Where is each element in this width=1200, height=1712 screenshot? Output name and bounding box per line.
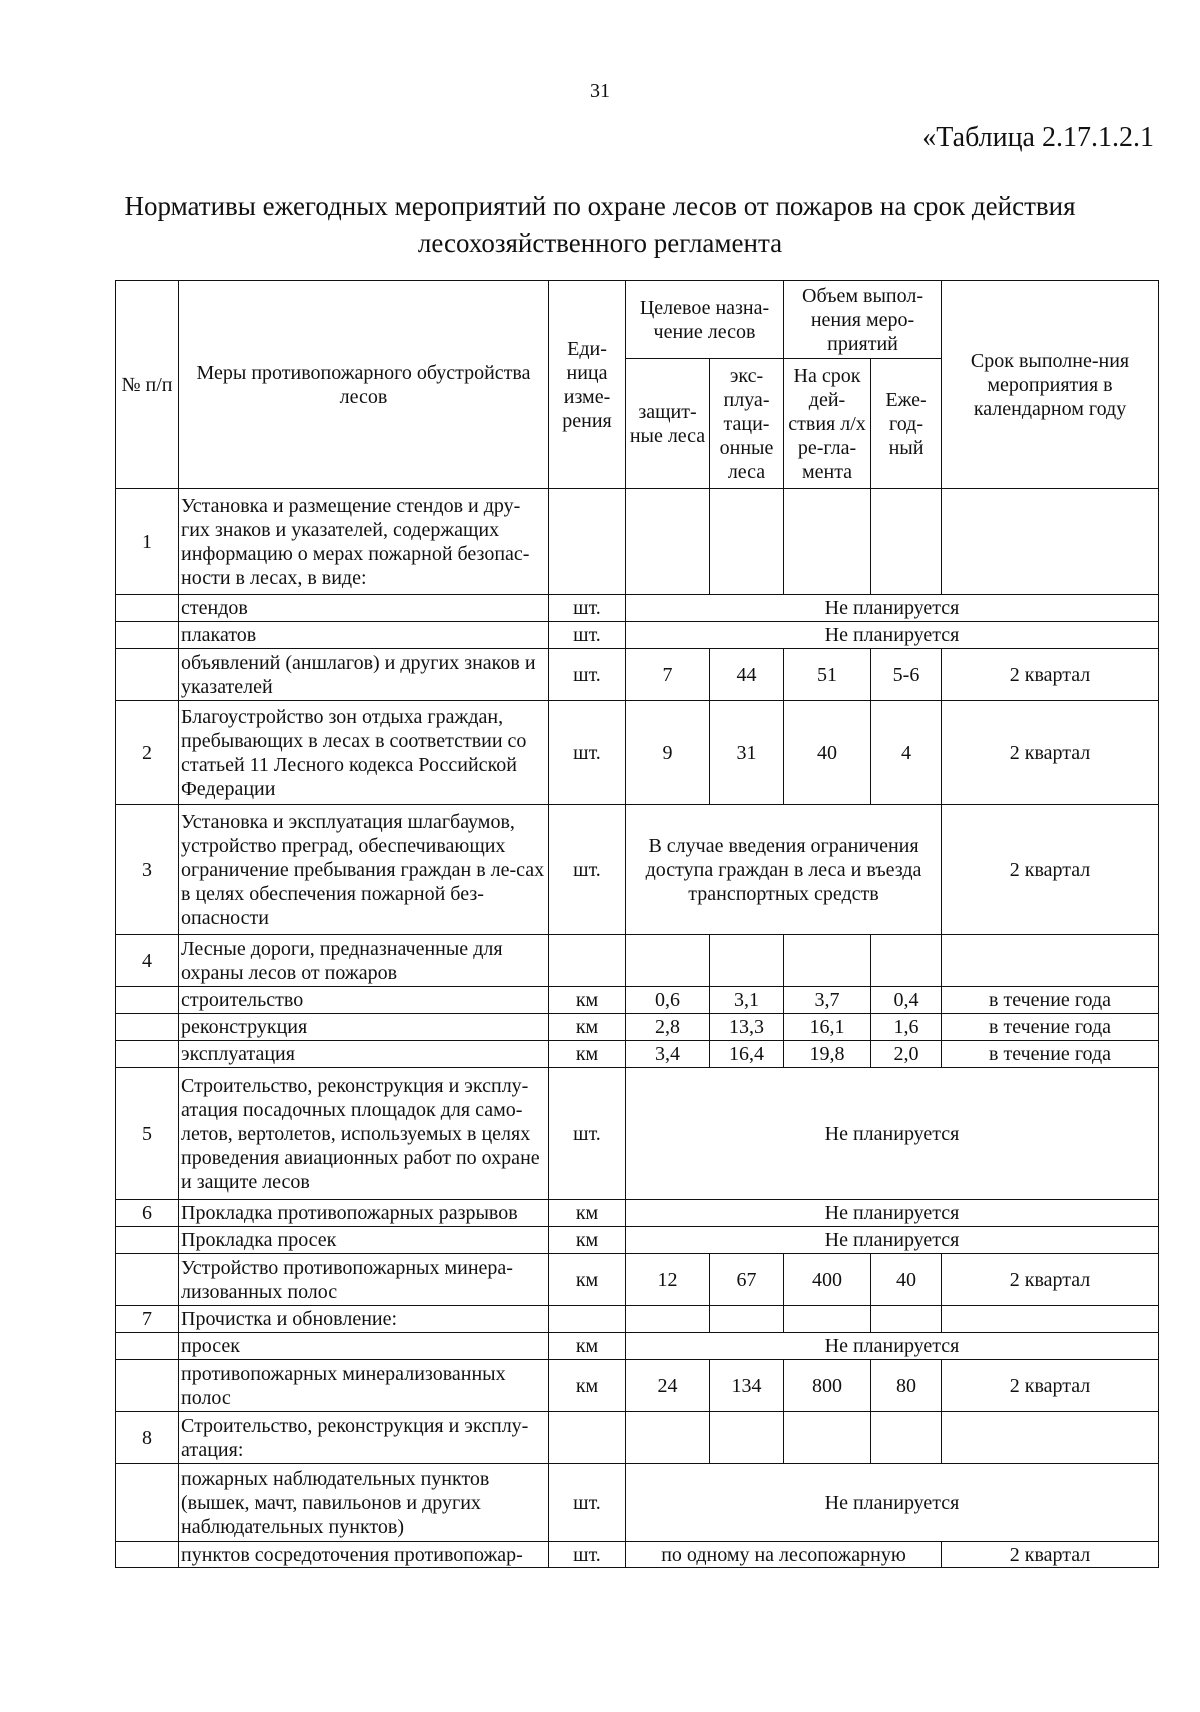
- row-note: В случае введения ограничения доступа граждан в леса и въезда транспортных средств: [626, 805, 942, 935]
- row-exploitation: 134: [710, 1360, 784, 1412]
- row-name: стендов: [179, 595, 549, 622]
- row-term-total: 19,8: [784, 1041, 871, 1068]
- table-row: [116, 1542, 1159, 1568]
- row-protective: 0,6: [626, 987, 710, 1014]
- row-annual: 1,6: [871, 1014, 942, 1041]
- row-note: Не планируется: [626, 1068, 1159, 1200]
- table-row: [116, 489, 1159, 595]
- table-row: [116, 1200, 1159, 1227]
- row-name: пожарных наблюдательных пунктов (вышек, мачт, павильонов и других наблюдательных пунктов): [179, 1464, 549, 1542]
- row-name: противопожарных минерализованных полос: [179, 1360, 549, 1412]
- row-name: Лесные дороги, предназначенные для охраны лесов от пожаров: [179, 935, 549, 987]
- row-unit: шт.: [549, 649, 626, 701]
- header-protective: защит-ные леса: [626, 359, 710, 489]
- row-deadline: 2 квартал: [942, 1360, 1159, 1412]
- row-protective: 9: [626, 701, 710, 805]
- table-row: [116, 1464, 1159, 1542]
- row-exploitation: 44: [710, 649, 784, 701]
- row-term-total: 800: [784, 1360, 871, 1412]
- row-name: Прочистка и обновление:: [179, 1306, 549, 1333]
- row-unit: км: [549, 1041, 626, 1068]
- row-name: Строительство, реконструкция и эксплу-атация посадочных площадок для само-летов, вертолетов, используемых в целях проведения авиационных работ по охране и защите лесов: [179, 1068, 549, 1200]
- row-note: Не планируется: [626, 1333, 1159, 1360]
- row-num: 7: [116, 1306, 179, 1333]
- row-unit: км: [549, 1200, 626, 1227]
- row-unit: шт.: [549, 595, 626, 622]
- row-protective: 7: [626, 649, 710, 701]
- row-annual: 0,4: [871, 987, 942, 1014]
- table-row: [116, 1254, 1159, 1306]
- table-row: [116, 1068, 1159, 1200]
- row-unit: шт.: [549, 622, 626, 649]
- row-deadline: 2 квартал: [942, 649, 1159, 701]
- row-exploitation: 31: [710, 701, 784, 805]
- row-name: просек: [179, 1333, 549, 1360]
- row-exploitation: 67: [710, 1254, 784, 1306]
- row-name: реконструкция: [179, 1014, 549, 1041]
- row-name: Установка и эксплуатация шлагбаумов, устройство преград, обеспечивающих ограничение пребывания граждан в ле-сах в целях обеспечения пожарной без-опасности: [179, 805, 549, 935]
- table-row: [116, 935, 1159, 987]
- header-volume: Объем выпол-нения меро-приятий: [784, 281, 942, 359]
- row-name: пунктов сосредоточения противопожар-: [179, 1542, 549, 1568]
- row-deadline: в течение года: [942, 1041, 1159, 1068]
- row-unit: км: [549, 987, 626, 1014]
- row-num: 5: [116, 1068, 179, 1200]
- row-name: Устройство противопожарных минера-лизованных полос: [179, 1254, 549, 1306]
- row-name: Прокладка противопожарных разрывов: [179, 1200, 549, 1227]
- row-exploitation: 3,1: [710, 987, 784, 1014]
- table-row: [116, 595, 1159, 622]
- header-purpose: Целевое назна-чение лесов: [626, 281, 784, 359]
- row-num: 6: [116, 1200, 179, 1227]
- table-row: [116, 1360, 1159, 1412]
- row-term-total: 51: [784, 649, 871, 701]
- row-term-total: 40: [784, 701, 871, 805]
- table-row: [116, 622, 1159, 649]
- document-title: [60, 188, 1140, 262]
- header-measures: Меры противопожарного обустройства лесов: [179, 281, 549, 489]
- row-num: 3: [116, 805, 179, 935]
- title-line-1: Нормативы ежегодных мероприятий по охране лесов от пожаров на срок действия: [124, 191, 1076, 221]
- row-note: Не планируется: [626, 595, 1159, 622]
- table-row: [116, 805, 1159, 935]
- row-name: эксплуатация: [179, 1041, 549, 1068]
- row-unit: шт.: [549, 1464, 626, 1542]
- row-name: плакатов: [179, 622, 549, 649]
- row-name: Установка и размещение стендов и дру-гих знаков и указателей, содержащих информацию о мерах пожарной безопас-ности в лесах, в виде:: [179, 489, 549, 595]
- row-num: 1: [116, 489, 179, 595]
- row-exploitation: 16,4: [710, 1041, 784, 1068]
- row-term-total: 3,7: [784, 987, 871, 1014]
- header-num: № п/п: [116, 281, 179, 489]
- row-protective: 12: [626, 1254, 710, 1306]
- header-deadline: Срок выполне-ния мероприятия в календарном году: [942, 281, 1159, 489]
- row-annual: 2,0: [871, 1041, 942, 1068]
- row-unit: км: [549, 1360, 626, 1412]
- row-note: Не планируется: [626, 622, 1159, 649]
- row-deadline: 2 квартал: [942, 805, 1159, 935]
- row-deadline: 2 квартал: [942, 1542, 1159, 1568]
- row-term-total: 400: [784, 1254, 871, 1306]
- table-row: [116, 1227, 1159, 1254]
- row-deadline: 2 квартал: [942, 1254, 1159, 1306]
- header-exploitation: экс-плуа-таци-онные леса: [710, 359, 784, 489]
- row-annual: 5-6: [871, 649, 942, 701]
- table-label: «Таблица 2.17.1.2.1: [922, 122, 1154, 153]
- row-deadline: 2 квартал: [942, 701, 1159, 805]
- table-row: [116, 1041, 1159, 1068]
- row-annual: 4: [871, 701, 942, 805]
- row-unit: км: [549, 1254, 626, 1306]
- row-unit: км: [549, 1333, 626, 1360]
- row-note: по одному на лесопожарную: [626, 1542, 942, 1568]
- header-unit: Еди-ница изме-рения: [549, 281, 626, 489]
- table-row: [116, 1333, 1159, 1360]
- header-row: [116, 281, 1159, 359]
- row-deadline: в течение года: [942, 987, 1159, 1014]
- table-row: [116, 1306, 1159, 1333]
- row-note: Не планируется: [626, 1200, 1159, 1227]
- row-protective: 3,4: [626, 1041, 710, 1068]
- row-name: Строительство, реконструкция и эксплу-атация:: [179, 1412, 549, 1464]
- row-unit: шт.: [549, 701, 626, 805]
- row-protective: 2,8: [626, 1014, 710, 1041]
- row-name: Прокладка просек: [179, 1227, 549, 1254]
- table-row: [116, 987, 1159, 1014]
- row-unit: км: [549, 1014, 626, 1041]
- row-name: строительство: [179, 987, 549, 1014]
- norms-table: [115, 280, 1159, 1568]
- row-note: Не планируется: [626, 1227, 1159, 1254]
- row-unit: шт.: [549, 1068, 626, 1200]
- row-protective: 24: [626, 1360, 710, 1412]
- row-num: 4: [116, 935, 179, 987]
- table-row: [116, 1412, 1159, 1464]
- row-annual: 80: [871, 1360, 942, 1412]
- row-term-total: 16,1: [784, 1014, 871, 1041]
- header-annual: Еже-год-ный: [871, 359, 942, 489]
- row-unit: шт.: [549, 805, 626, 935]
- row-unit: шт.: [549, 1542, 626, 1568]
- row-note: Не планируется: [626, 1464, 1159, 1542]
- title-line-2: лесохозяйственного регламента: [417, 228, 783, 258]
- row-num: 8: [116, 1412, 179, 1464]
- table-row: [116, 649, 1159, 701]
- header-term-total: На срок дей-ствия л/х ре-гла-мента: [784, 359, 871, 489]
- row-annual: 40: [871, 1254, 942, 1306]
- row-exploitation: 13,3: [710, 1014, 784, 1041]
- row-name: объявлений (аншлагов) и других знаков и указателей: [179, 649, 549, 701]
- table-row: [116, 1014, 1159, 1041]
- row-num: 2: [116, 701, 179, 805]
- page-number: 31: [590, 80, 610, 102]
- row-deadline: в течение года: [942, 1014, 1159, 1041]
- row-unit: км: [549, 1227, 626, 1254]
- row-name: Благоустройство зон отдыха граждан, пребывающих в лесах в соответствии со статьей 11 Лесного кодекса Российской Федерации: [179, 701, 549, 805]
- table-row: [116, 701, 1159, 805]
